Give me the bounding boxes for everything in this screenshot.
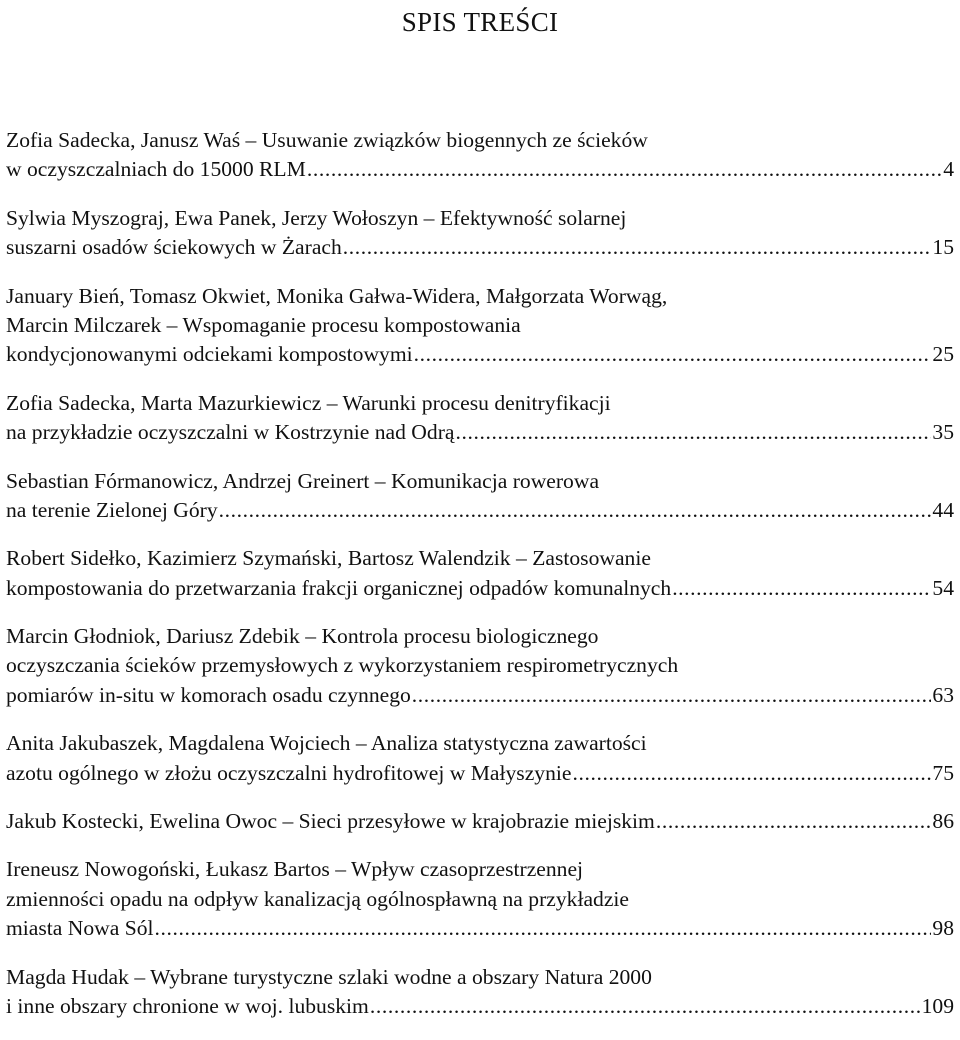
toc-entry: [6, 855, 954, 943]
toc-entry: [6, 467, 954, 526]
dot-leader: [672, 574, 931, 603]
toc-entry-last-line: [6, 574, 954, 603]
toc-entry-line: Zofia Sadecka, Marta Mazurkiewicz – Warunki procesu denitryfikacji: [6, 390, 611, 415]
page-number: 35: [932, 420, 954, 445]
toc-entry: [6, 807, 954, 836]
toc-entry: [6, 389, 954, 448]
dot-leader: [155, 914, 932, 943]
dot-leader: [412, 681, 932, 710]
toc-entry-line: Marcin Milczarek – Wspomaganie procesu kompostowania: [6, 312, 521, 337]
toc-entry-text: w oczyszczalniach do 15000 RLM: [6, 157, 306, 182]
toc-entry-last-line: [6, 807, 954, 836]
toc-entry-line: Anita Jakubaszek, Magdalena Wojciech – Analiza statystyczna zawartości: [6, 731, 647, 756]
page-number: 63: [932, 682, 954, 707]
toc-entry-last-line: [6, 418, 954, 447]
toc-entry-text: na przykładzie oczyszczalni w Kostrzynie nad Odrą: [6, 420, 455, 445]
toc-entry: [6, 544, 954, 603]
dot-leader: [307, 155, 942, 184]
toc-entry: [6, 622, 954, 710]
page-title: SPIS TREŚCI: [401, 7, 559, 37]
toc-entry-text: Jakub Kostecki, Ewelina Owoc – Sieci przesyłowe w krajobrazie miejskim: [6, 809, 655, 834]
toc-entry: [6, 204, 954, 263]
toc-entry-last-line: [6, 340, 954, 369]
dot-leader: [414, 340, 932, 369]
page-number: 86: [932, 809, 954, 834]
toc-entry-line: Marcin Głodniok, Dariusz Zdebik – Kontrola procesu biologicznego: [6, 624, 599, 649]
toc-entry-text: i inne obszary chronione w woj. lubuskim: [6, 993, 369, 1018]
toc-entry-line: zmienności opadu na odpływ kanalizacją ogólnospławną na przykładzie: [6, 886, 630, 911]
page-number: 54: [932, 575, 954, 600]
page-number: 15: [932, 235, 954, 260]
toc-entry: [6, 729, 954, 788]
page-number: 75: [932, 760, 954, 785]
toc-entry-last-line: [6, 155, 954, 184]
page-number: 98: [932, 916, 954, 941]
toc-entry-line: Zofia Sadecka, Janusz Waś – Usuwanie związków biogennych ze ścieków: [6, 128, 648, 152]
dot-leader: [455, 418, 931, 447]
toc-entry-text: kondycjonowanymi odciekami kompostowymi: [6, 342, 413, 367]
toc-entry-line: Sylwia Myszograj, Ewa Panek, Jerzy Wołoszyn – Efektywność solarnej: [6, 205, 627, 230]
toc-entry-line: Robert Sidełko, Kazimierz Szymański, Bartosz Walendzik – Zastosowanie: [6, 546, 651, 571]
toc-entry-last-line: [6, 992, 954, 1021]
toc-entry-line: oczyszczania ścieków przemysłowych z wykorzystaniem respirometrycznych: [6, 653, 679, 678]
toc-entry-line: Ireneusz Nowogoński, Łukasz Bartos – Wpływ czasoprzestrzennej: [6, 857, 584, 882]
toc-entry-line: Magda Hudak – Wybrane turystyczne szlaki wodne a obszary Natura 2000: [6, 964, 652, 989]
toc-entry-last-line: [6, 681, 954, 710]
toc-entry-line: Sebastian Fórmanowicz, Andrzej Greinert – Komunikacja rowerowa: [6, 468, 600, 493]
dot-leader: [370, 992, 921, 1021]
toc-entry-line: January Bień, Tomasz Okwiet, Monika Gałwa-Widera, Małgorzata Worwąg,: [6, 283, 668, 308]
dot-leader: [656, 807, 932, 836]
page-number: 25: [932, 342, 954, 367]
toc-entry-text: miasta Nowa Sól: [6, 916, 154, 941]
toc-entry-text: na terenie Zielonej Góry: [6, 497, 218, 522]
toc-entry: [6, 963, 954, 1022]
toc-entry-text: suszarni osadów ściekowych w Żarach: [6, 235, 342, 260]
toc-entry-last-line: [6, 759, 954, 788]
page-number: 44: [932, 497, 954, 522]
toc-entry-last-line: [6, 496, 954, 525]
table-of-contents: [6, 126, 954, 1040]
toc-entry-text: azotu ogólnego w złożu oczyszczalni hydrofitowej w Małyszynie: [6, 760, 572, 785]
page-number: 4: [943, 157, 954, 182]
dot-leader: [572, 759, 931, 788]
toc-entry: [6, 126, 954, 185]
toc-entry-text: kompostowania do przetwarzania frakcji organicznej odpadów komunalnych: [6, 575, 672, 600]
toc-entry-last-line: [6, 233, 954, 262]
toc-entry-text: pomiarów in-situ w komorach osadu czynnego: [6, 682, 411, 707]
dot-leader: [343, 233, 932, 262]
toc-entry: [6, 282, 954, 370]
toc-entry-last-line: [6, 914, 954, 943]
page-number: 109: [921, 993, 954, 1018]
dot-leader: [219, 496, 932, 525]
